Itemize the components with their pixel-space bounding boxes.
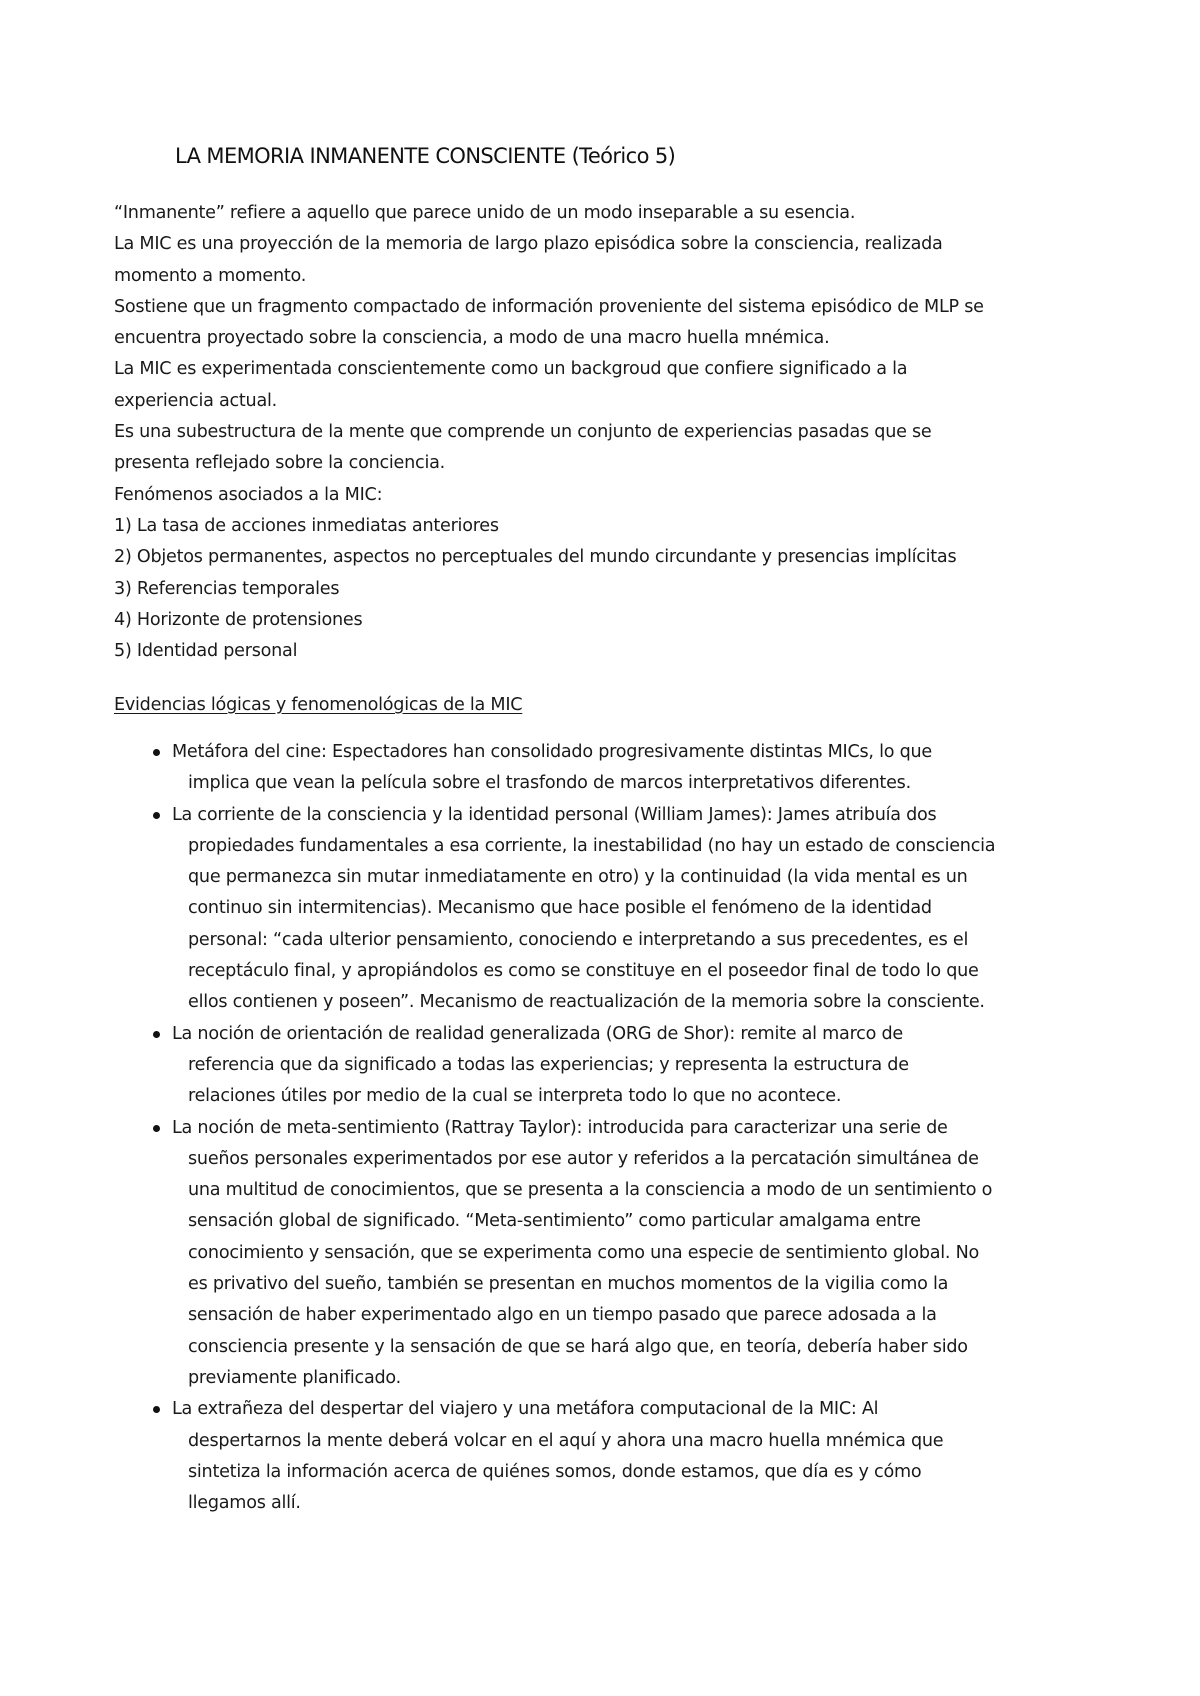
- evidence-list: [0, 737, 1200, 1519]
- paragraph-line: “Inmanente” refiere a aquello que parece unido de un modo inseparable a su esencia.: [114, 203, 856, 223]
- evidence-bullet-cinema: [0, 737, 1200, 800]
- bullet-dot-icon: [153, 812, 160, 819]
- bullet-line: personal: “cada ulterior pensamiento, conociendo e interpretando a sus precedentes, es el: [188, 929, 969, 950]
- bullet-line: continuo sin intermitencias). Mecanismo que hace posible el fenómeno de la identidad: [188, 898, 932, 919]
- evidence-bullet-org-shor: [0, 1019, 1200, 1113]
- paragraph-line: encuentra proyectado sobre la consciencia, a modo de una macro huella mnémica.: [114, 328, 830, 349]
- phenomena-item: 3) Referencias temporales: [114, 578, 340, 599]
- evidence-bullet-despertar-viajero: [0, 1394, 1200, 1519]
- bullet-line: llegamos allí.: [188, 1493, 301, 1514]
- phenomena-heading: Fenómenos asociados a la MIC:: [114, 484, 383, 505]
- bullet-line: La noción de orientación de realidad generalizada (ORG de Shor): remite al marco de: [172, 1023, 903, 1044]
- evidence-bullet-william-james: [0, 800, 1200, 1019]
- evidence-bullet-meta-sentimiento: [0, 1113, 1200, 1395]
- bullet-line: que permanezca sin mutar inmediatamente en otro) y la continuidad (la vida mental es un: [188, 867, 968, 888]
- bullet-dot-icon: [153, 1031, 160, 1038]
- bullet-line: La corriente de la consciencia y la identidad personal (William James): James atribuía dos: [172, 804, 937, 825]
- bullet-line: ellos contienen y poseen”. Mecanismo de reactualización de la memoria sobre la consciente.: [188, 992, 985, 1013]
- bullet-line: despertarnos la mente deberá volcar en el aquí y ahora una macro huella mnémica que: [188, 1430, 944, 1451]
- paragraph-line: La MIC es experimentada conscientemente como un backgroud que confiere significado a la: [114, 359, 908, 380]
- paragraph-line: Es una subestructura de la mente que comprende un conjunto de experiencias pasadas que se: [114, 422, 932, 443]
- phenomena-item: 5) Identidad personal: [114, 641, 298, 662]
- document-title: LA MEMORIA INMANENTE CONSCIENTE (Teórico 5): [175, 144, 676, 168]
- paragraph-line: presenta reflejado sobre la conciencia.: [114, 453, 445, 474]
- bullet-line: receptáculo final, y apropiándolos es como se constituye en el poseedor final de todo lo que: [188, 961, 979, 982]
- bullet-line: referencia que da significado a todas las experiencias; y representa la estructura de: [188, 1054, 909, 1075]
- bullet-line: es privativo del sueño, también se presentan en muchos momentos de la vigilia como la: [188, 1274, 949, 1295]
- bullet-line: sintetiza la información acerca de quiénes somos, donde estamos, que día es y cómo: [188, 1461, 922, 1482]
- paragraph-line: La MIC es una proyección de la memoria de largo plazo episódica sobre la consciencia, realizada: [114, 234, 943, 255]
- bullet-line: conocimiento y sensación, que se experimenta como una especie de sentimiento global. No: [188, 1242, 980, 1263]
- bullet-line: sensación global de significado. “Meta-sentimiento” como particular amalgama entre: [188, 1211, 921, 1232]
- paragraph-line: momento a momento.: [114, 265, 307, 286]
- bullet-line: sensación de haber experimentado algo en un tiempo pasado que parece adosada a la: [188, 1305, 937, 1326]
- bullet-line: Metáfora del cine: Espectadores han consolidado progresivamente distintas MICs, lo que: [172, 742, 932, 762]
- paragraph-line: experiencia actual.: [114, 390, 277, 411]
- phenomena-item: 4) Horizonte de protensiones: [114, 609, 363, 630]
- bullet-line: consciencia presente y la sensación de que se hará algo que, en teoría, debería haber sido: [188, 1336, 968, 1357]
- bullet-dot-icon: [153, 749, 160, 756]
- bullet-dot-icon: [153, 1125, 160, 1132]
- bullet-line: sueños personales experimentados por ese autor y referidos a la percatación simultánea de: [188, 1148, 979, 1169]
- bullet-line: implica que vean la película sobre el trasfondo de marcos interpretativos diferentes.: [188, 773, 911, 794]
- bullet-line: previamente planificado.: [188, 1367, 401, 1388]
- bullet-line: una multitud de conocimientos, que se presenta a la consciencia a modo de un sentimiento o: [188, 1180, 993, 1201]
- bullet-line: propiedades fundamentales a esa corriente, la inestabilidad (no hay un estado de consciencia: [188, 835, 996, 856]
- section-heading: Evidencias lógicas y fenomenológicas de la MIC: [114, 695, 523, 715]
- phenomena-item: 2) Objetos permanentes, aspectos no perceptuales del mundo circundante y presencias implícitas: [114, 547, 957, 568]
- intro-paragraphs: [114, 198, 1054, 667]
- paragraph-line: Sostiene que un fragmento compactado de información proveniente del sistema episódico de MLP se: [114, 296, 984, 317]
- bullet-line: La extrañeza del despertar del viajero y una metáfora computacional de la MIC: Al: [172, 1399, 879, 1420]
- bullet-line: relaciones útiles por medio de la cual se interpreta todo lo que no acontece.: [188, 1086, 842, 1107]
- phenomena-item: 1) La tasa de acciones inmediatas anteriores: [114, 515, 499, 536]
- bullet-line: La noción de meta-sentimiento (Rattray Taylor): introducida para caracterizar una serie de: [172, 1117, 948, 1138]
- bullet-dot-icon: [153, 1406, 160, 1413]
